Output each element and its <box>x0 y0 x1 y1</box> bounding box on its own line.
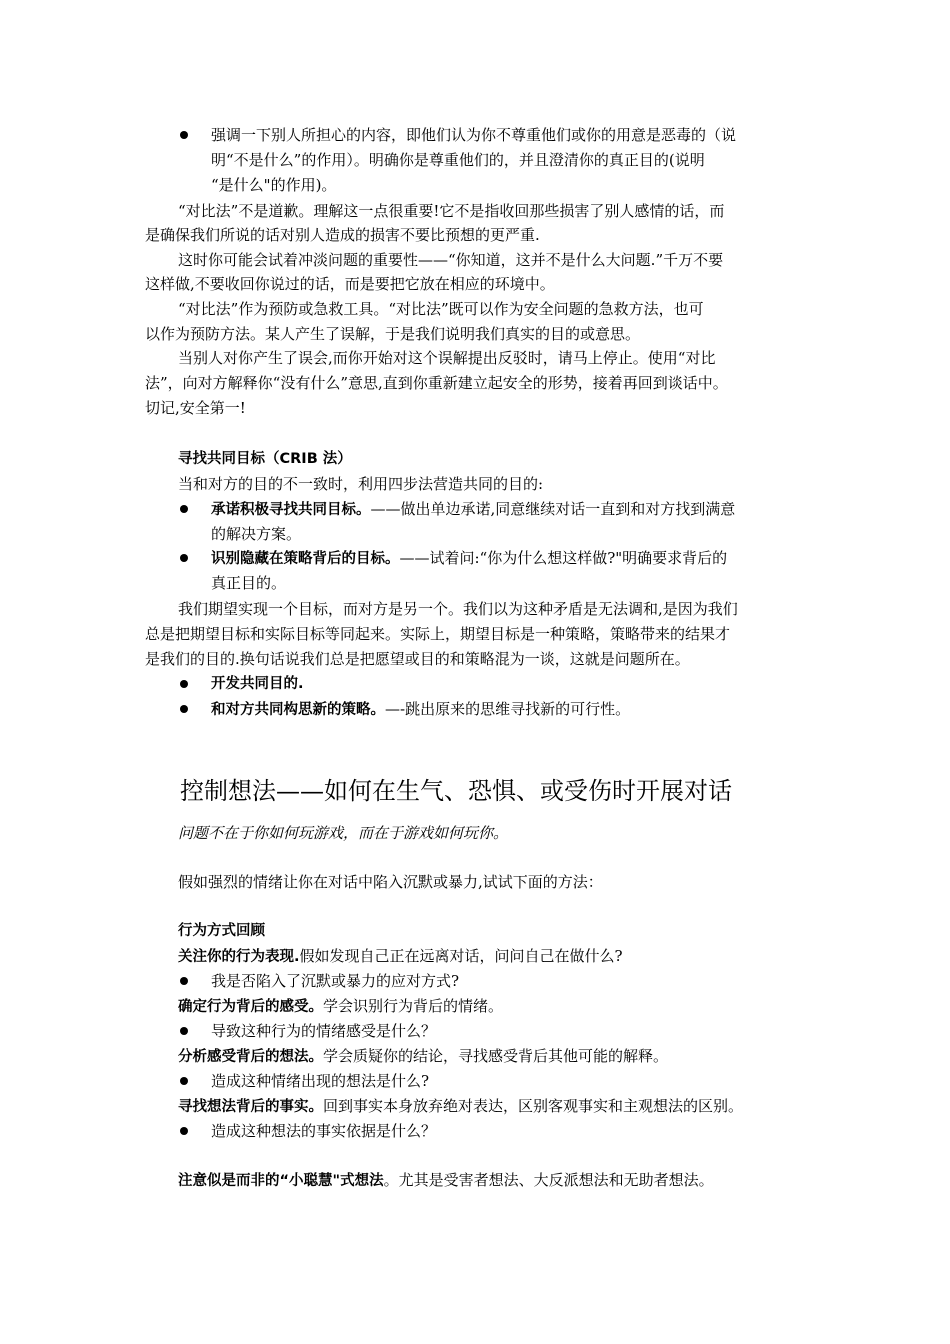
paragraph-line: 这时你可能会试着冲淡问题的重要性——“你知道，这并不是什么大问题.”千万不要 <box>178 251 724 269</box>
paragraph-line: 切记,安全第一! <box>145 399 246 417</box>
bullet-text-line <box>211 548 727 569</box>
bullet-bold-label: 开发共同目的. <box>211 676 304 692</box>
step-body-text: 假如发现自己正在远离对话，问问自己在做什么? <box>299 947 623 965</box>
step-line <box>178 1096 743 1117</box>
bullet-icon <box>180 131 188 139</box>
bullet-icon <box>180 705 188 713</box>
bullet-text-line <box>211 499 735 520</box>
step-line <box>178 996 503 1017</box>
bullet-text-line: 真正目的。 <box>211 574 287 592</box>
bullet-text-line: 的解决方案。 <box>211 525 302 543</box>
paragraph-line: 总是把期望目标和实际目标等同起来。实际上，期望目标是一种策略，策略带来的结果才 <box>145 625 731 643</box>
step-body-text: 回到事实本身放弃绝对表达，区别客观事实和主观想法的区别。 <box>323 1097 744 1115</box>
bullet-icon <box>180 1027 188 1035</box>
bullet-text-line: 我是否陷入了沉默或暴力的应对方式? <box>211 972 460 990</box>
paragraph-line: 法”，向对方解释你“没有什么”意思,直到你重新建立起安全的形势，接着再回到谈话中。 <box>145 374 728 392</box>
step-line <box>178 946 623 967</box>
bullet-body-text: —-跳出原来的思维寻找新的可行性。 <box>385 700 631 718</box>
chapter-title: 控制想法——如何在生气、恐惧、或受伤时开展对话 <box>180 777 732 805</box>
bullet-icon <box>180 977 188 985</box>
paragraph-line: “对比法”作为预防或急救工具。“对比法”既可以作为安全问题的急救方法，也可 <box>178 300 704 318</box>
note-body-text: 。尤其是受害者想法、大反派想法和无助者想法。 <box>383 1171 714 1189</box>
bullet-bold-label: 承诺积极寻找共同目标。 <box>211 502 371 518</box>
paragraph-line: 我们期望实现一个目标，而对方是另一个。我们以为这种矛盾是无法调和,是因为我们 <box>178 600 738 618</box>
bullet-body-text: ——试着问:“你为什么想这样做?"明确要求背后的 <box>399 549 728 567</box>
step-body-text: 学会质疑你的结论，寻找感受背后其他可能的解释。 <box>323 1047 669 1065</box>
step-bold-label: 关注你的行为表现. <box>178 949 300 965</box>
bullet-text-line: 造成这种情绪出现的想法是什么? <box>211 1072 430 1090</box>
bullet-text-line: 强调一下别人所担心的内容，即他们认为你不尊重他们或你的用意是恶毒的（说 <box>211 126 737 144</box>
step-bold-label: 确定行为背后的感受。 <box>178 999 323 1015</box>
paragraph-line: 这样做,不要收回你说过的话，而是要把它放在相应的环境中。 <box>145 275 555 293</box>
bullet-icon <box>180 554 188 562</box>
bullet-text-line <box>211 699 630 720</box>
step-line <box>178 1046 668 1067</box>
paragraph-line: 是我们的目的.换句话说我们总是把愿望或目的和策略混为一谈，这就是问题所在。 <box>145 650 690 668</box>
section-subheading: 行为方式回顾 <box>178 923 265 939</box>
paragraph-line: 假如强烈的情绪让你在对话中陷入沉默或暴力,试试下面的方法： <box>178 873 603 891</box>
bullet-text-line: 造成这种想法的事实依据是什么？ <box>211 1122 437 1140</box>
note-line <box>178 1170 714 1191</box>
bullet-bold-label: 和对方共同构思新的策略。 <box>211 702 385 718</box>
bullet-bold-label: 识别隐藏在策略背后的目标。 <box>211 551 400 567</box>
section-heading: 寻找共同目标（CRIB 法） <box>178 451 352 467</box>
note-bold-label: 注意似是而非的“小聪慧"式想法 <box>178 1173 384 1189</box>
bullet-text-line: 明“不是什么”的作用）。明确你是尊重他们的，并且澄清你的真正目的(说明 <box>211 151 705 169</box>
bullet-body-text: ——做出单边承诺,同意继续对话一直到和对方找到满意 <box>370 500 736 518</box>
bullet-text-line: 导致这种行为的情绪感受是什么？ <box>211 1022 437 1040</box>
bullet-icon <box>180 1077 188 1085</box>
step-bold-label: 寻找想法背后的事实。 <box>178 1099 323 1115</box>
step-body-text: 学会识别行为背后的情绪。 <box>323 997 504 1015</box>
paragraph-line: 当别人对你产生了误会,而你开始对这个误解提出反驳时，请马上停止。使用“对比 <box>178 349 716 367</box>
bullet-icon <box>180 505 188 513</box>
paragraph-line: 是确保我们所说的话对别人造成的损害不要比预想的更严重. <box>145 226 540 244</box>
bullet-text-line: “是什么"的作用)。 <box>211 176 337 194</box>
step-bold-label: 分析感受背后的想法。 <box>178 1049 323 1065</box>
bullet-icon <box>180 1127 188 1135</box>
epigraph-quote: 问题不在于你如何玩游戏，而在于游戏如何玩你。 <box>178 824 509 842</box>
paragraph-line: 当和对方的目的不一致时，利用四步法营造共同的目的: <box>178 475 544 493</box>
paragraph-line: “对比法”不是道歉。理解这一点很重要!它不是指收回那些损害了别人感情的话，而 <box>178 202 725 220</box>
paragraph-line: 以作为预防方法。某人产生了误解，于是我们说明我们真实的目的或意思。 <box>145 325 641 343</box>
bullet-icon <box>180 680 188 688</box>
